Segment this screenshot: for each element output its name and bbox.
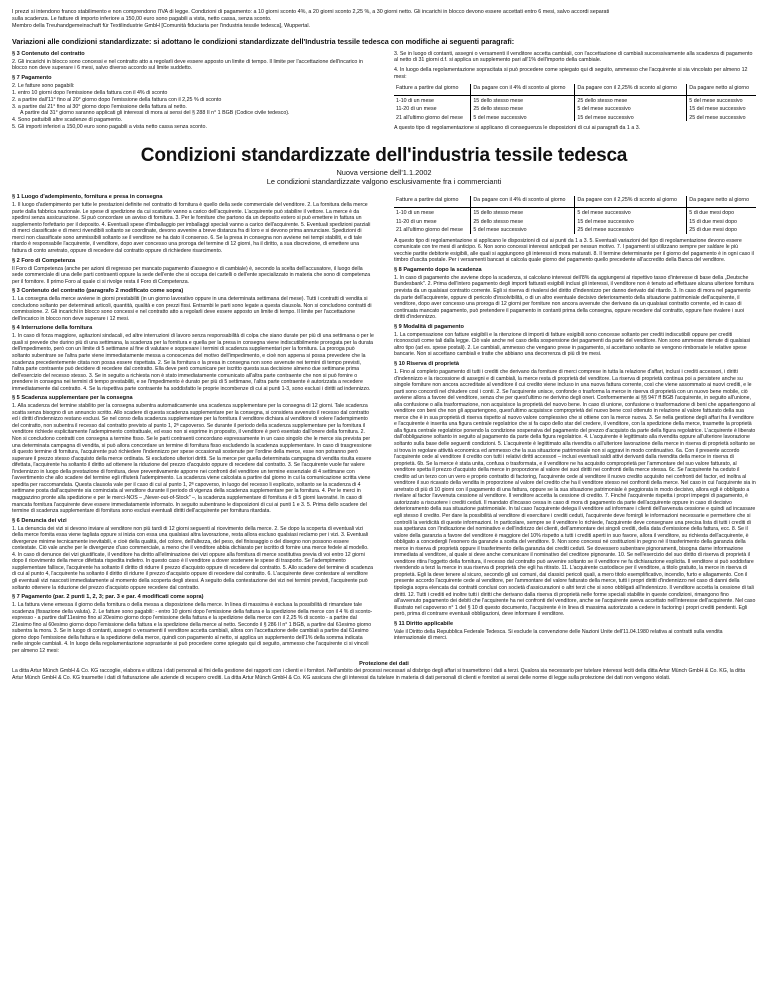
table-cell: 1-10 di un mese [396, 209, 434, 216]
table-cell: 25 dello stesso mese [575, 95, 687, 104]
section-paragraph: 1. In caso di forza maggiore, agitazioni sindacali, ed altre interruzioni di lavoro senza responsabilità di colpa che siano durate per più di una settimana o per le quali si prevede che durino più di una settimana, la scadenza per la fornitura e quella per la presa in consegna viene indiscutibilmente prorogata per la durata dell'impedimento, però con un limite di 5 settimane al fine di valutare e soppesare i termini di scadenza supplementari per la fornitura. La proroga può soltanto subentrare se l'altra parte viene immediatamente messa a conoscenza del motivo dell'impedimento, e cioè non appena si possa prevedere che la scadenza precedentemente citata non possa essere rispettata. 2. Se la fornitura o la presa in consegna non sono avvenute nei termini di tempo previsti, l'altra parte contraente può decidere di recedere dal contratto. Ella deve però comunicare per iscritto questa sua decisione almeno due settimane prima dell'esercizio del recesso stesso. 3. Se in seguito a richiesta non è stato immediatamente comunicato all'altra parte contraente che non si può fornire o prendere in consegna nei termini di tempo prestabiliti, e se l'impedimento è durato per più di 5 settimane, l'altra parte contraente è autorizzata a recedere immediatamente dal contratto. 4. Se la rispettiva parte contraente ha soddisfatto le proprie incombenze di cui ai punti 1-3, sono esclusi i diritti ad indennizzo. [12, 333, 374, 392]
table-cell: 15 del mese successivo [575, 217, 687, 226]
intro-line: Membro della Treuhandgemeinschaft für Textilindustrie GmbH [Comunità fiduciaria per l'industria tessile tedesca], Wuppertal. [12, 23, 311, 30]
table-header: Fatture a partire dal giorno [394, 196, 471, 207]
section-paragraph: 2. Gli incarichi in blocco sono concessi e nel contratto atto a regolarli deve essere apposto un limite di tempo. Il limite per l'accettazione dell'incarico in blocco non deve superare i 6 mesi, salvo diverso accordo sul limite suddetto. [12, 58, 363, 72]
table-row [394, 207, 756, 216]
table-cell: 15 del mese successivo [575, 113, 687, 122]
section-heading: § 6 Denuncia dei vizi [12, 517, 67, 524]
intro-line: I prezzi si intendono franco stabilimento e non comprendono l'IVA di legge. Condizioni di pagamento: a 10 giorni sconto 4%, a 20 giorni sconto 2,25 %, a 30 giorni netto. Gli incarichi in blocco devono essere accettati entro 6 mesi, salvo accordi separati [12, 9, 610, 15]
table-header-row [394, 196, 756, 207]
variations-block [12, 51, 756, 136]
section-heading: § 11 Diritto applicabile [394, 620, 454, 627]
footer-text: La ditta Artur Münch GmbH & Co. KG raccoglie, elabora e utilizza i dati personali ai fini della gestione dei rapporti con i clienti e i fornitori. Nell'ambito dei processi necessari al disbrigo degli affari si trasmettono i dati a terzi. Qualora sia necessario per tutelare interessi leciti della ditta Artur Münch GmbH & Co. KG, la ditta Artur Münch GmbH & Co. KG trasmette i dati di fatturazione alle aziende di recupero crediti. La ditta Artur Münch GmbH & Co. KG assicura che gli interessi da tutelare in materia di dati personali di clienti e fornitori ai sensi delle norme di legge sulla protezione dei dati non vengono violati. [12, 668, 745, 682]
table-cell: 15 dello stesso mese [471, 207, 575, 216]
table-header: Da pagare netto al giorno [687, 84, 756, 95]
table-cell: 5 del mese successivo [687, 95, 756, 104]
section-heading: § 9 Modalità di pagamento [394, 323, 464, 330]
table-cell: 25 dello stesso mese [471, 104, 575, 113]
table-header: Da pagare con il 2,25% di sconto al giorno [575, 84, 687, 95]
section-heading: § 10 Riserva di proprietà [394, 360, 459, 367]
table-cell: 11-20 di un mese [396, 106, 437, 113]
table-header: Da pagare con il 4% di sconto al giorno [471, 84, 575, 95]
table-row [394, 217, 756, 226]
table-row [394, 104, 756, 113]
table-cell: 1-10 di un mese [396, 97, 434, 104]
section-paragraph: 1. Fino al completo pagamento di tutti i crediti che derivano da forniture di merci comprese in tutta la relazione d'affari, inclusi i crediti accessori, i diritti d'indennizzo e la riscossione di assegni e di cambiali, la merce resta di proprietà del venditore. La riserva di proprietà continua poi a persistere anche su singole forniture non ancora accreditate al venditore il cui credito viene incluso in una nuova fattura corrente, così che viene assommato ai nuovi crediti, e le parti sono concordi nel chiudere così i conti. 2. Se l'acquirente unisce, confonde o trasforma la merce in riserva di proprietà con un nuovo bene mobile, ciò avviene allora a favore del venditore, senza che per quest'ultimo ne derivino degli oneri. Conformemente ai §§ 947 ff BGB l'acquirente, in seguito all'unione, alla confusione o alla trasformazione, non acquisisce la proprietà del nuovo bene. In caso di unione, confusione o trasformazione di beni che appartengono al venditore con beni che non gli appartengono, quest'ultimo acquisisce comproprietà del nuovo bene così ottenuto in relazione al valore fatturato della sua merce che è in sua proprietà di riserva rispetto al nuovo valore complessivo che si ottiene con la merce nuova. 3. Se nella gestione degli affari fra il venditore e l'acquirente è inserita una figura centrale regolatrice che si fa capo dello star del credere, il venditore, con la spedizione della merce, trasmette la proprietà alla figura centrale regolatrice ponendo la condizione sospensiva del pagamento del prezzo d'acquisto da parte della figura regolatrice. L'acquirente è liberato dall'obbligazione soltanto in seguito al pagamento da parte della figura regolatrice. 4. L'acquirente è legittimato alla rivendita oppure all'ulteriore lavorazione soltanto sulla base delle seguenti condizioni. 5. L'acquirente è legittimato alla rivendita o all'ulteriore lavorazione della merce in riserva di proprietà soltanto se si trova in regolare attività economica ed ammesso che la sua situazione patrimoniale non si aggravi in modo continuativo. 6a. Con il presente accordo l'acquirente cede al venditore il credito con tutti i relativi diritti accessori – inclusi eventuali saldi attivi derivanti dalla rivendita della merce in riserva di proprietà. 6b. Se la merce è stata unita, confusa o trasformata, e il venditore ne ha acquisito comproprietà per l'ammontare del suo valore fatturato, al venditore spetta il prezzo d'acquisto della merce in proporzione al valore dei suoi diritti nei confronti della merce stessa. 6c. Se l'acquirente ha ceduto il credito ad un terzo con un vero e proprio contratto di factoring, l'acquirente cede al venditore il nuovo credito acquisito nei confronti del factor, ed inoltra al venditore il suo ricavato della vendita in proporzione al valore del credito che ha il venditore stesso nei confronti della merce. Nel caso in cui l'acquirente sia in arretrato di più di 10 giorni con il pagamento di una fattura, oppure se la sua situazione patrimoniale è peggiorata in modo decisivo, allora egli è obbligato a rivelare al factor l'avvenuta cessione al venditore. Il venditore accetta la cessione di credito. 7. Finché l'acquirente rispetta i propri impegni di pagamento, è autorizzato a riscuotere i crediti ceduti. Il mandato d'incasso cessa in caso di mora di pagamento da parte dell'acquirente oppure in caso di decisivo deterioramento della sua situazione patrimoniale. In tal caso l'acquirente delega il venditore ad informare i clienti dell'avvenuta cessione e quindi ad incassare egli stesso il credito. Per dare la possibilità al venditore di esercitare i crediti ceduti, l'acquirente deve fornirgli le informazioni necessarie e permettere che si controlli la veridicità di queste informazioni. In particolare, sempre se il venditore lo richiede, l'acquirente deve consegnare una precisa lista di tutti i crediti di sua spettanza con l'indicazione del nominativo e dell'indirizzo dei clienti, dell'ammontare dei singoli crediti, della data d'emissione della fattura, ecc. 8. Se il valore della garanzia a favore del venditore è maggiore del 10% rispetto a tutti i crediti aperti in suo favore, allora il venditore, su richiesta dell'acquirente, è obbligato a concedergli l'esonero da garanzie a scelta del venditore. 9. Non sono concessi né costituzioni in pegno né il trasferimento della garanzia della merce in riserva di proprietà oppure il trasferimento della garanzia dei crediti ceduti. Se dovessero subentrare pignoramenti, bisogna darne informazione immediata al venditore, al quale si deve anche comunicare il nominativo del creditore pignorante. 10. Se nell'esercizio del suo diritto di riserva di proprietà il venditore ritira l'oggetto della fornitura, il recesso dal contratto può avvenire soltanto se il venditore ne fa dichiarazione esplicita. Il venditore si può soddisfare rivendendo a terzi la merce in sua riserva di proprietà che egli ha ritirato. 11. L'acquirente custodisce per il venditore, a titolo gratuito, la merce in riserva di proprietà. Egli la deve tenere al sicuro, secondo gli usi comuni, dai classici pericoli quali, a mero titolo esemplificativo, incendio, furto e allagamento. Con il presente accordo l'acquirente cede al venditore, per l'ammontare del valore fatturato della merce, tutti i propri diritti d'indennizzo nel caso di danni della tipologia sopra elencata dai contratti conclusi con società d'assicurazioni o altri terzi che si sono obbligati all'indennizzo. Il venditore accetta la cessione di tali diritti. 12. Tutti i crediti ed inoltre tutti i diritti che derivano dalla riserva di proprietà nelle forme speciali stabilite in queste condizioni, rimangono fino all'avvenuto pagamento dei debiti che l'acquirente ha nei confronti del venditore, anche se l'acquirente aveva accettato nell'interesse dell'acquirente. Nel caso illustrato nel capoverso n° 1 del § 10 di questo documento, l'acquirente è in linea di massima autorizzato a cedere in factoring i propri crediti pendenti. Egli però, prima di contrarre eventuali obbligazioni, deve informare il venditore. [394, 368, 756, 618]
version-line: Nuova versione dell'1.1.2002 [336, 168, 432, 178]
section-paragraph: 1. In caso di pagamento che avviene dopo la scadenza, si calcolano interessi dell'8% da aggiungersi al rispettivo tasso d'interesse di base della „Deutsche Bundesbank". 2. Prima dell'intero pagamento degli importi fatturati esigibili inclusi gli interessi, il venditore non è tenuto ad effettuare alcuna ulteriore fornitura prevista da un qualsiasi contratto corrente. Egli si riserva di rivalersi del diritto d'indennizzo per danno derivato dal ritardo. 3. In caso di mora nel pagamento da parte dell'acquirente, oppure di pericolo d'insolvibilità, o di un altro eventuale decisivo deterioramento della situazione patrimoniale dell'acquirente, il venditore, dopo aver concesso una proroga di 12 giorni per forniture non ancora avvenute che derivano da un qualsiasi contratto corrente, ed in caso di continuata mancato pagamento, può pretendere il pagamento in contanti prima della consegna, oppure recedere dal contratto, oppure fare rivalere i suoi diritti d'indennizzo. [394, 274, 754, 321]
intro-line: sulla scadenza. Le fatture di importo inferiore a 150,00 euro sono pagabili a vista, netto cassa, senza sconto. [12, 16, 272, 23]
conditions-left-column [12, 194, 374, 657]
table-header: Da pagare con il 2,25% di sconto al giorno [575, 196, 687, 207]
table-cell: 25 del mese successivo [687, 113, 756, 122]
payment-terms-table [394, 84, 756, 122]
table-header: Da pagare netto al giorno [687, 196, 756, 207]
table-cell: 5 del mese successivo [471, 225, 575, 234]
payment-schedule-table [394, 196, 756, 234]
section-heading: § 4 Interruzione della fornitura [12, 325, 93, 332]
intro-block [12, 9, 756, 31]
table-cell: 11-20 di un mese [396, 218, 437, 225]
scope-line: Le condizioni standardizzate valgono esclusivamente fra i commercianti [266, 177, 502, 187]
section-heading: § 1 Luogo d'adempimento, fornitura e presa in consegna [12, 194, 163, 201]
table-cell: 25 del mese successivo [575, 225, 687, 234]
footer-title: Protezione dei dati [359, 661, 409, 668]
data-protection-footer [12, 661, 756, 681]
section-heading: § 7 Pagamento (par. 2 punti 1, 2, 3; par. 3 e par. 4 modificati come sopra) [12, 594, 204, 601]
conditions-block [12, 194, 756, 657]
section-heading: § 8 Pagamento dopo la scadenza [394, 266, 482, 273]
section-line: A partire dal 31° giorno saranno applicati gli interessi di mora ai sensi del § 288 II n° 1 BGB (Codice civile tedesco). [20, 110, 290, 117]
table-header-row [394, 84, 756, 95]
section-line: 4. Sono pattuibili altre scadenze di pagamento. [12, 117, 123, 124]
section-line: 2. a partire dall'11° fino al 20° giorno dopo l'emissione della fattura con il 2,25 % di sconto [12, 96, 222, 103]
terms-document [12, 0, 756, 682]
section-paragraph: Vale il Diritto della Repubblica Federale Tedesca. Si esclude la convenzione delle Nazioni Unite dell'11.04.1980 relativa ai contratti sulla vendita internazionale di merci. [394, 628, 723, 642]
table-cell: 21 all'ultimo giorno del mese [396, 227, 463, 234]
table-header: Da pagare con il 4% di sconto al giorno [471, 196, 575, 207]
section-heading: § 2 Foro di Competenza [12, 257, 76, 264]
variations-heading: Variazioni alle condizioni standardizzate: si adottano le condizioni standardizzate dell'Industria tessile tedesca con modifiche ai seguenti paragrafi: [12, 36, 515, 46]
table-cell: 5 del mese successivo [575, 104, 687, 113]
section-line: 5. Gli importi inferiori a 150,00 euro sono pagabili a vista netto cassa senza sconto. [12, 123, 207, 130]
section-line: 3. a partire dal 21° fino al 30° giorno dopo l'emissione della fattura al netto. [12, 103, 187, 110]
section-paragraph: Il Foro di Competenza (anche per azioni di regresso per mancato pagamento d'assegno e di cambiale) è, secondo la scelta dell'accusatore, il luogo della sede commerciale di una delle parti contraenti oppure la sede dell'ente che si occupa dei cartelli o dell'ente specializzato in materia che sono di competenza per il fornitore. Il primo Foro al quale ci si rivolge resta il Foro di Competenza. [12, 265, 371, 285]
section-paragraph: 1. La denuncia dei vizi si devono inviare al venditore non più tardi di 12 giorni seguenti al ricevimento della merce. 2. Se dopo la scoperta di eventuali vizi della merce fornita essa viene tagliata oppure si inizia con essa una qualsiasi altra lavorazione, resta allora escluso qualsiasi reclamo per i vizi. 3. Eventuali divergenze minime tecnicamente inevitabili, e cioè della qualità, del colore, dell'altezza, del peso, del finissaggio o del disegno non possono essere contestate. Ciò vale anche per le divergenze d'uso commerciale, a meno che il venditore abbia dichiarato per iscritto di fornire una merce fedele al modello. 4. In caso di denunce dei vizi giustificate, il venditore ha diritto all'eliminazione dei vizi oppure alla fornitura di merce sostitutiva previa di voi entro 12 giorni dopo il ricevimento della merce difettata rispedita indietro. In questo caso è il venditore a dover sostenere le spese di trasporto. Se l'adempimento supplementare fallisce, l'acquirente ha soltanto il diritto di ridurre il prezzo d'acquisto oppure di recedere dal contratto. 5. Allo scadere del termine di scadenza di cui al punto 4, l'acquirente ha soltanto il diritto di ridurre il prezzo d'acquisto oppure di recedere dal contratto. 6. L'acquirente deve contestare al venditore gli eventuali vizi nascosti immediatamente al momento della scoperta degli stessi. A seguito della contestazione dei vizi nei termini previsti, l'acquirente può soltanto ottenere la riduzione del prezzo d'acquisto oppure recedere dal contratto. [12, 525, 373, 591]
table-cell: 21 all'ultimo giorno del mese [396, 114, 463, 121]
section-paragraph: A questo tipo di regolamentazione si applicano di conseguenza le disposizioni di cui ai paragrafi da 1 a 3. [394, 125, 641, 132]
conditions-right-column [394, 194, 756, 657]
section-paragraph: 1. Il luogo d'adempimento per tutte le prestazioni definite nel contratto di fornitura è quello della sede commerciale del venditore. 2. La fornitura della merce parte dalla fabbrica nazionale. Le spese di spedizione da cui scaturite vanno a carico dell'acquirente. L'acquirente può stabilire il vettore. La merce è da spedirsi senza assicurazione. Si può concordare un avviso di fornitura. 3. Per le forniture che partono da un deposito estero si può emettere in fattura un supplemento forfettario per il deposito. 4. Eventuali spese d'imballaggio per imballaggi speciali vanno a carico dell'acquirente. 5. Eventuali spedizioni parziali di merci classificate e di merci rivendibili soltanto se coordinate, devono avvenire a breve distanza fra di loro e si devono prima annunciare. Spedizioni di merci non classificate sono ammissibili soltanto se il venditore ne ha dato il consenso. 6. Se la presa in consegna non avviene nei tempi stabiliti, e di tale ritardo è responsabile l'acquirente, il venditore, dopo aver concesso una proroga del termine di 12 giorni, ha il diritto, a sua discrezione, di emettere una fattura di conto arretrato, oppure di recedere dal contratto oppure di richiedere risarcimento. [12, 202, 371, 254]
table-cell: 5 di due mesi dopo [687, 207, 756, 216]
table-header: Fatture a partire dal giorno [394, 84, 471, 95]
section-line: 2. Le fatture sono pagabili: [12, 83, 75, 90]
table-cell: 15 dello stesso mese [471, 95, 575, 104]
variations-left-column [12, 51, 374, 136]
table-row [394, 113, 756, 122]
table-row [394, 225, 756, 234]
table-cell: 25 dello stesso mese [471, 217, 575, 226]
section-paragraph: 1. Alla scadenza del termine stabilito per la consegna subentra automaticamente una scadenza supplementare per la consegna di 12 giorni. Tale scadenza scatta senza bisogno di un annuncio scritto. Allo scadere di questa scadenza supplementare per la consegna, si considera avvenuto il recesso dal contratto ed i diritti d'indennizzo restano esclusi. Se nel corso della scadenza supplementare per la fornitura il venditore dichiara al venditore di volere l'adempimento del contratto, non subentra il recesso dal contratto previsto al punto 1, 2ª capoverso. Se durante il periodo della scadenza supplementare per la fornitura il venditore richiede esplicitamente l'adempimento contrattuale, ed esso non si esprime in proposito, il venditore è però esentato dall'onere della fornitura. 2. Non si concludono contratti con consegna a termine fisso. Se le parti contraenti concordano espressamente in un caso singolo che le merce sia prevista per una determinata campagna di vendita, si può allora concordare un termine di fornitura fisso escludendo la scadenza supplementare. In caso di trasgressione di questo termine di fornitura, l'acquirente può richiedere l'indennizzo per spese occasionali sostenute per l'ordine della merce, esse non potranno però superare il prezzo stesso d'acquisto della merce ordinata. Si escludono ulteriori diritti. Se la merce per quella determinata campagna di vendita risulta essere difettata, l'acquirente ha soltanto il diritto ad ottenere la riduzione del prezzo d'acquisto oppure di recedere dal contratto. 3. Se l'acquirente vuole far valere l'indennizzo in luogo della prestazione di fornitura, deve preventivamente apporre nei confronti del venditore un termine essenziale di 4 settimane con l'avvertimento che allo scadere del termine egli rifiuterà l'adempimento. La scadenza viene calcolata a partire dal giorno in cui la comunicazione scritta viene spedita per raccomandata. Questa clausola vale per il caso di cui al punto 1, 2ª capoverso, in luogo del recesso li esplicato, soltanto se la scadenza di 4 settimane posta dall'acquirente sia cominciata al venditore durante il periodo di vigenza della scadenza supplementare per la fornitura. 4. Per le merci in maggazzino pronte alla spedizione e per le merci-NOS – „Never-out-of-Stock" –, la scadenza supplementare di fornitura è di 5 giorni lavorativi. In caso di mancata fornitura l'acquirente deve essere immediatamente informato. In seguito subentrano le disposizioni di cui ai punti 1 e 3. 5. Prima dello scadere del termine di scadenza supplementare di fornitura sono esclusi eventuali diritti dell'acquirente per fornitura ritardata. [12, 403, 372, 515]
section-paragraph: A questo tipo di regolamentazione si applicano le disposizioni di cui ai punti da 1 a 3. 5. Eventuali variazioni del tipo di regolamentazione devono essere comunicate con tre mesi di anticipo. 6. Non sono concessi interessi anticipati per nessun motivo. 7. I pagamenti si utilizzano sempre per saldare le più vecchie partite debitorie esigibili, alle quali si aggiungono gli interessi di mora maturati. 8. Il termine determinante per il giorno del pagamento è in ogni caso il timbro d'uscita postale. Per i versamenti bancari si calcola quale giorno del pagamento quello precedente all'accredito della Banca del venditore. [394, 237, 754, 264]
section-heading: § 3 Contenuto del contratto [12, 50, 85, 57]
variations-right-column [394, 51, 756, 136]
table-cell: 25 di due mesi dopo [687, 225, 756, 234]
table-cell: 15 del mese successivo [687, 104, 756, 113]
document-title: Condizioni standardizzate dell'industria tessile tedesca [140, 145, 628, 167]
table-cell: 5 del mese successivo [471, 113, 575, 122]
table-row [394, 95, 756, 104]
section-heading: § 3 Contenuto del contratto (paragrafo 2 modificato come sopra) [12, 288, 184, 295]
table-cell: 15 di due mesi dopo [687, 217, 756, 226]
section-heading: § 7 Pagamento [12, 75, 52, 82]
section-heading: § 5 Scadenza supplementare per la consegna [12, 395, 133, 402]
section-paragraph: 4. In luogo della regolamentazione sopracitata si può procedere come spiegato qui di seguito, ammesso che l'acquirente si sia vincolato per almeno 12 mesi: [394, 67, 748, 80]
section-paragraph: 1. La fattura viene emessa il giorno della fornitura o della messa a disposizione della merce. In linea di massima è esclusa la possibilità di rimandare tale scadenza (fissazione della valuta). 2. Le fatture sono pagabili: - entro 10 giorni dopo l'emissione della fattura e la spedizione della merce con il 4 % di sconto-espresso - a partire dall'11esimo fino al 20esimo giorno dopo l'emissione della fattura e la spedizione della merce con il 2,25 % di sconto - a partire dal 21esimo fino al 60esimo giorno dopo l'emissione della fattura e la spedizione della merce al netto. Secondo il § 286 II n° 1 BGB, a partire dal 61esimo giorno subentra la mora. 3. Se in luogo di contanti, assegni o versamenti il venditore accetta cambiali, allora con l'accettazione delle cambiali a partire dal 61esimo giorno dopo l'emissione della fattura e la spedizione della merce, quindi con pagamento al netto, si applica un supplemento dell'1% della somma indicata nelle singole cambiali. 4. In luogo della regolamentazione soprastante si può procedere come spiegato qui di seguito, ammesso che l'acquirente ci si vincoli per almeno 12 mesi: [12, 602, 373, 654]
section-paragraph: 1. La compensazione con fatture esigibili e la ritenzione di importi di fatture esigibili sono concesse soltanto per crediti indiscutibili oppure per crediti riconosciuti come tali dalla legge. Ciò vale anche nel caso della sospensione dei pagamenti da parte del venditore. Non sono ammesse ritenute di qualsiasi altro tipo (ad es. spese postali). 2. Le cambiali, ammesso che vengano prese in pagamento, si accettano soltanto se vengono rimborsate le relative spese bancarie. Non si accettano cambiali e tratte che abbiano una decorrenza di più di tre mesi. [394, 331, 751, 358]
section-line: 1. entro 10 giorni dopo l'emissione della fattura con il 4% di sconto [12, 90, 168, 96]
table-cell: 5 del mese successivo [575, 207, 687, 216]
section-paragraph: 3. Se in luogo di contanti, assegni o versamenti il venditore accetta cambiali, con l'accettazione di cambiali successivamente alla scadenza di pagamento al netto di 31 giorni d.f. si applica un supplemento pari all'1% dell'importo della cambiale. [394, 50, 753, 64]
section-paragraph: 1. La consegna della merce avviene in giorni prestabiliti (in un giorno lavorativo oppure in una determinata settimana del mese). Tutti i contratti di vendita si concludono soltanto per determinati articoli, quantità, qualità e con prezzi fissi. Entrambi le parti sono legate a questa clausola. Non si concludono contratti di commissione. 2. Gli incarichi in blocco sono concessi e nel contratto atto a regolarli deve essere apposto un limite di tempo. Il limite per l'accettazione dell'incarico in blocco non deve superare i 12 mesi. [12, 296, 372, 322]
